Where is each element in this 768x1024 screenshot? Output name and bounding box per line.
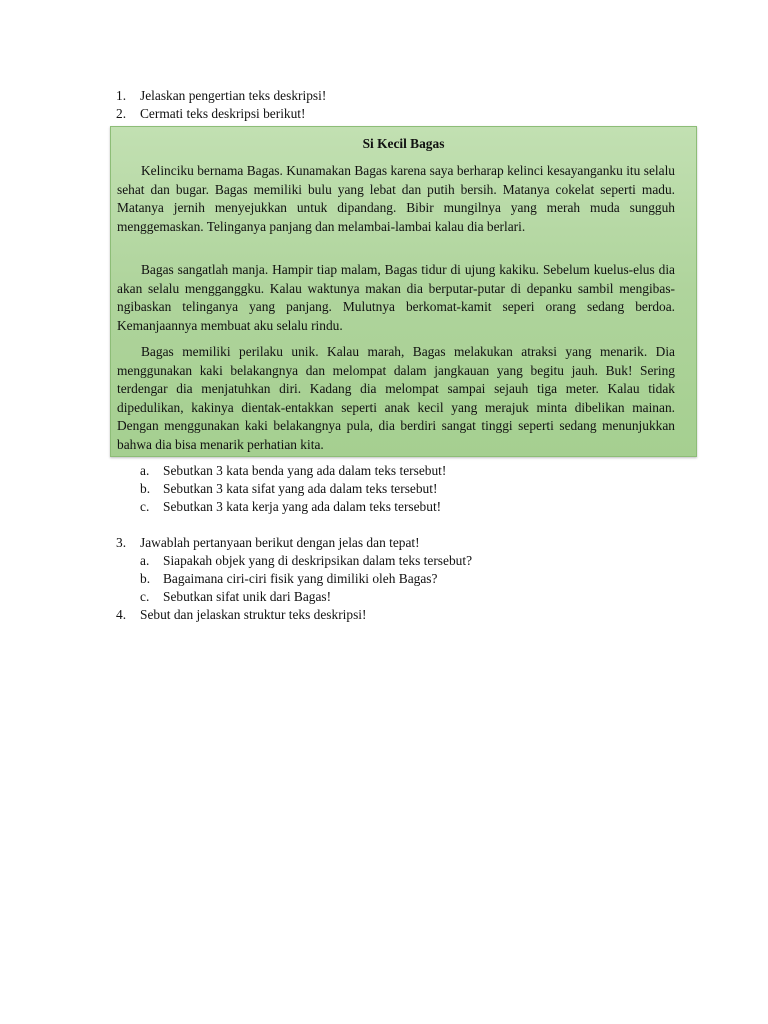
question-2c-letter: c. bbox=[140, 499, 150, 514]
question-2a-text: Sebutkan 3 kata benda yang ada dalam teks tersebut! bbox=[163, 463, 447, 478]
question-4-text: Sebut dan jelaskan struktur teks deskripsi! bbox=[140, 607, 367, 622]
story-text-box bbox=[110, 126, 697, 457]
question-3c-letter: c. bbox=[140, 589, 150, 604]
story-title: Si Kecil Bagas bbox=[362, 136, 445, 151]
question-3-text: Jawablah pertanyaan berikut dengan jelas dan tepat! bbox=[140, 535, 420, 550]
story-paragraph-2: Bagas sangatlah manja. Hampir tiap malam, Bagas tidur di ujung kakiku. Sebelum kuelus-elus dia akan selalu mengganggku. Kalau waktunya makan dia berputar-putar di depanku sambil mengibas-ngibaskan telinganya yang panjang. Mulutnya berkomat-kamit seperi orang sedang berdoa. Kemanjaannya membuat aku selalu rindu. bbox=[117, 262, 675, 333]
question-3b-text: Bagaimana ciri-ciri fisik yang dimiliki oleh Bagas? bbox=[163, 571, 438, 586]
question-1-number: 1. bbox=[116, 88, 127, 103]
question-2c-text: Sebutkan 3 kata kerja yang ada dalam teks tersebut! bbox=[163, 499, 442, 514]
question-1-text: Jelaskan pengertian teks deskripsi! bbox=[140, 88, 327, 103]
story-paragraph-1: Kelinciku bernama Bagas. Kunamakan Bagas karena saya berharap kelinci kesayanganku itu selalu sehat dan bugar. Bagas memiliki bulu yang lebat dan putih bersih. Matanya cokelat seperti madu. Matanya jernih menyejukkan untuk dipandang. Bibir mungilnya yang merah muda sungguh menggemaskan. Telinganya panjang dan melambai-lambai kalau dia berlari. bbox=[117, 163, 675, 234]
question-3-number: 3. bbox=[116, 535, 127, 550]
question-3c-text: Sebutkan sifat unik dari Bagas! bbox=[163, 589, 332, 604]
question-2a-letter: a. bbox=[140, 463, 150, 478]
question-4-number: 4. bbox=[116, 607, 127, 622]
question-2-text: Cermati teks deskripsi berikut! bbox=[140, 106, 306, 121]
question-2b-letter: b. bbox=[140, 481, 151, 496]
question-3a-text: Siapakah objek yang di deskripsikan dalam teks tersebut? bbox=[163, 553, 473, 568]
question-3a-letter: a. bbox=[140, 553, 150, 568]
question-2-number: 2. bbox=[116, 106, 127, 121]
story-paragraph-3: Bagas memiliki perilaku unik. Kalau marah, Bagas melakukan atraksi yang menarik. Dia menggunakan kaki belakangnya dan melompat dalam jangkauan yang begitu jauh. Buk! Sering terdengar dia menjatuhkan diri. Kadang dia melompat sampai sejauh tiga meter. Kalau tidak dipedulikan, kakinya dientak-entakkan seperti anak kecil yang merajuk minta dibelikan mainan. Dengan menggunakan kaki belakangnya pula, dia berdiri sangat tinggi seperti sedang menunjukkan bahwa dia bisa menarik perhatian kita. bbox=[117, 344, 675, 452]
question-3b-letter: b. bbox=[140, 571, 151, 586]
question-2b-text: Sebutkan 3 kata sifat yang ada dalam teks tersebut! bbox=[163, 481, 438, 496]
